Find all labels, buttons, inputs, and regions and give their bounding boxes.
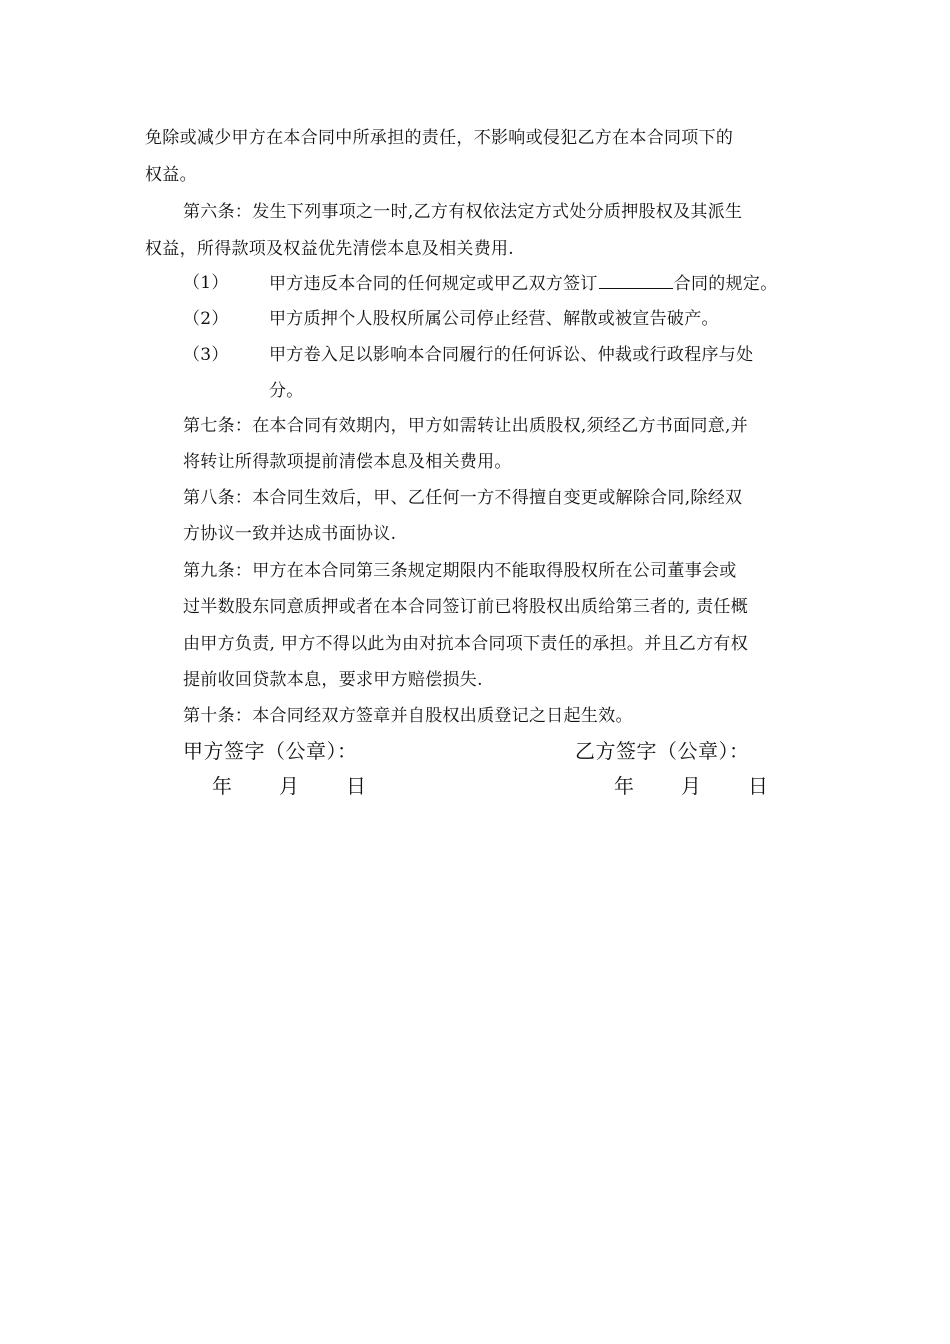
party-b-date-day: 日 [748, 774, 768, 798]
clause6-item3-number: （3） [183, 345, 229, 365]
clause6-item1-text-after: 合同的规定。 [673, 274, 778, 294]
clause7-line2: 将转让所得款项提前清偿本息及相关费用。 [183, 452, 512, 472]
clause6-item1-text [269, 271, 778, 296]
clause10-line1: 第十条：本合同经双方签章并自股权出质登记之日起生效。 [183, 706, 633, 726]
fill-in-blank [599, 271, 673, 289]
clause6-item1-text-before: 甲方违反本合同的任何规定或甲乙双方签订 [269, 274, 598, 294]
party-a-date-day: 日 [346, 774, 366, 798]
party-a-date-year: 年 [212, 774, 232, 798]
clause5-line1: 免除或减少甲方在本合同中所承担的责任，不影响或侵犯乙方在本合同项下的 [145, 128, 734, 148]
party-a-signature-label: 甲方签字（公章）： [183, 739, 358, 763]
clause6-line1: 第六条：发生下列事项之一时,乙方有权依法定方式处分质押股权及其派生 [183, 202, 743, 222]
party-a-date-month: 月 [279, 774, 299, 798]
party-b-signature-label: 乙方签字（公章）： [575, 739, 750, 763]
clause6-line2: 权益，所得款项及权益优先清偿本息及相关费用. [145, 239, 515, 259]
clause6-item3-text: 甲方卷入足以影响本合同履行的任何诉讼、仲裁或行政程序与处 [269, 345, 754, 365]
clause6-item2-text: 甲方质押个人股权所属公司停止经营、解散或被宣告破产。 [269, 309, 719, 329]
clause8-line1: 第八条：本合同生效后，甲、乙任何一方不得擅自变更或解除合同,除经双 [183, 488, 743, 508]
clause9-line4: 提前收回贷款本息，要求甲方赔偿损失. [183, 670, 483, 690]
clause6-item2-number: （2） [183, 309, 229, 329]
clause6-item3-text-cont: 分。 [269, 381, 304, 401]
party-b-date-year: 年 [614, 774, 634, 798]
clause7-line1: 第七条：在本合同有效期内，甲方如需转让出质股权,须经乙方书面同意,并 [183, 416, 749, 436]
clause9-line2: 过半数股东同意质押或者在本合同签订前已将股权出质给第三者的, 责任概 [183, 597, 749, 617]
party-b-date-month: 月 [681, 774, 701, 798]
clause9-line1: 第九条：甲方在本合同第三条规定期限内不能取得股权所在公司董事会或 [183, 561, 737, 581]
clause8-line2: 方协议一致并达成书面协议. [183, 524, 397, 544]
clause5-line2: 权益。 [145, 165, 197, 185]
clause6-item1-number: （1） [183, 273, 229, 293]
clause9-line3: 由甲方负责, 甲方不得以此为由对抗本合同项下责任的承担。并且乙方有权 [183, 634, 749, 654]
